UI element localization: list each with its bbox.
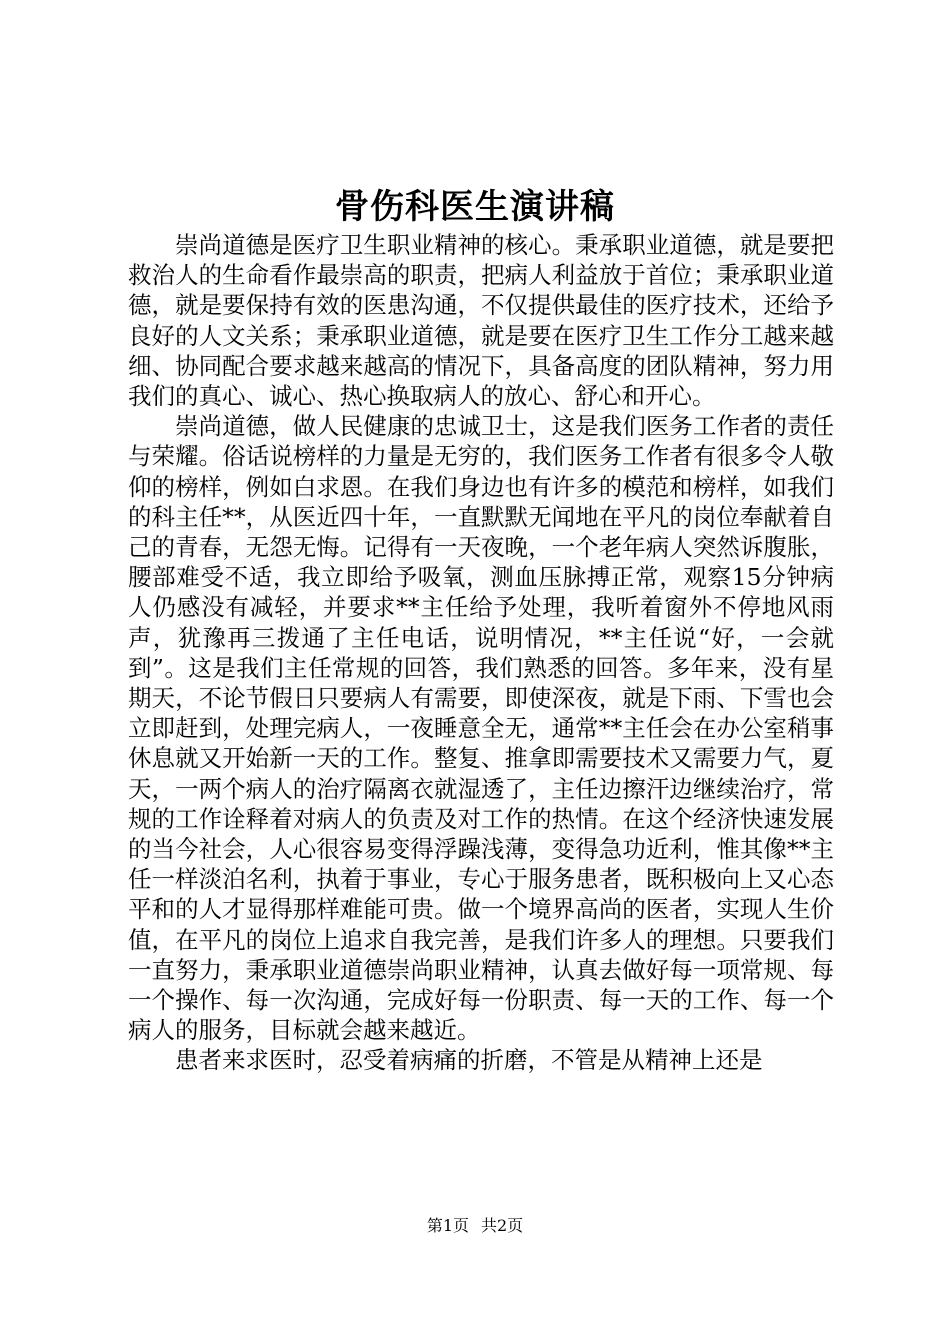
page-total: 共2页 [481,1216,524,1235]
document-title: 骨伤科医生演讲稿 [335,187,615,227]
paragraph-2: 崇尚道德，做人民健康的忠诚卫士，这是我们医务工作者的责任与荣耀。俗话说榜样的力量是无穷的，我们医务工作者有很多令人敬仰的榜样，例如白求恩。在我们身边也有许多的模范和榜样，如我们的科主任**，从医近四十年，一直默默无闻地在平凡的岗位奉献着自己的青春，无怨无悔。记得有一天夜晚，一个老年病人突然诉腹胀，腰部难受不适，我立即给予吸氧，测血压脉搏正常，观察15分钟病人仍感没有减轻，并要求**主任给予处理，我听着窗外不停地风雨声，犹豫再三拨通了主任电话，说明情况，**主任说“好，一会就到”。这是我们主任常规的回答，我们熟悉的回答。多年来，没有星期天，不论节假日只要病人有需要，即使深夜，就是下雨、下雪也会立即赶到，处理完病人，一夜睡意全无，通常**主任会在办公室稍事休息就又开始新一天的工作。整复、推拿即需要技术又需要力气，夏天，一两个病人的治疗隔离衣就湿透了，主任边擦汗边继续治疗，常规的工作诠释着对病人的负责及对工作的热情。在这个经济快速发展的当今社会，人心很容易变得浮躁浅薄，变得急功近利，惟其像**主任一样淡泊名利，执着于事业，专心于服务患者，既积极向上又心态平和的人才显得那样难能可贵。做一个境界高尚的医者，实现人生价值，在平凡的岗位上追求自我完善，是我们许多人的理想。只要我们一直努力，秉承职业道德崇尚职业精神，认真去做好每一项常规、每一个操作、每一次沟通，完成好每一份职责、每一天的工作、每一个病人的服务，目标就会越来越近。 [128,412,834,1045]
document-body [128,230,834,1076]
page-footer [0,1214,950,1238]
paragraph-1: 崇尚道德是医疗卫生职业精神的核心。秉承职业道德，就是要把救治人的生命看作最崇高的职责，把病人利益放于首位；秉承职业道德，就是要保持有效的医患沟通，不仅提供最佳的医疗技术，还给予良好的人文关系；秉承职业道德，就是要在医疗卫生工作分工越来越细、协同配合要求越来越高的情况下，具备高度的团队精神，努力用我们的真心、诚心、热心换取病人的放心、舒心和开心。 [128,231,834,411]
page-number: 第1页 [426,1216,469,1235]
paragraph-3: 患者来求医时，忍受着病痛的折磨，不管是从精神上还是 [175,1046,763,1075]
